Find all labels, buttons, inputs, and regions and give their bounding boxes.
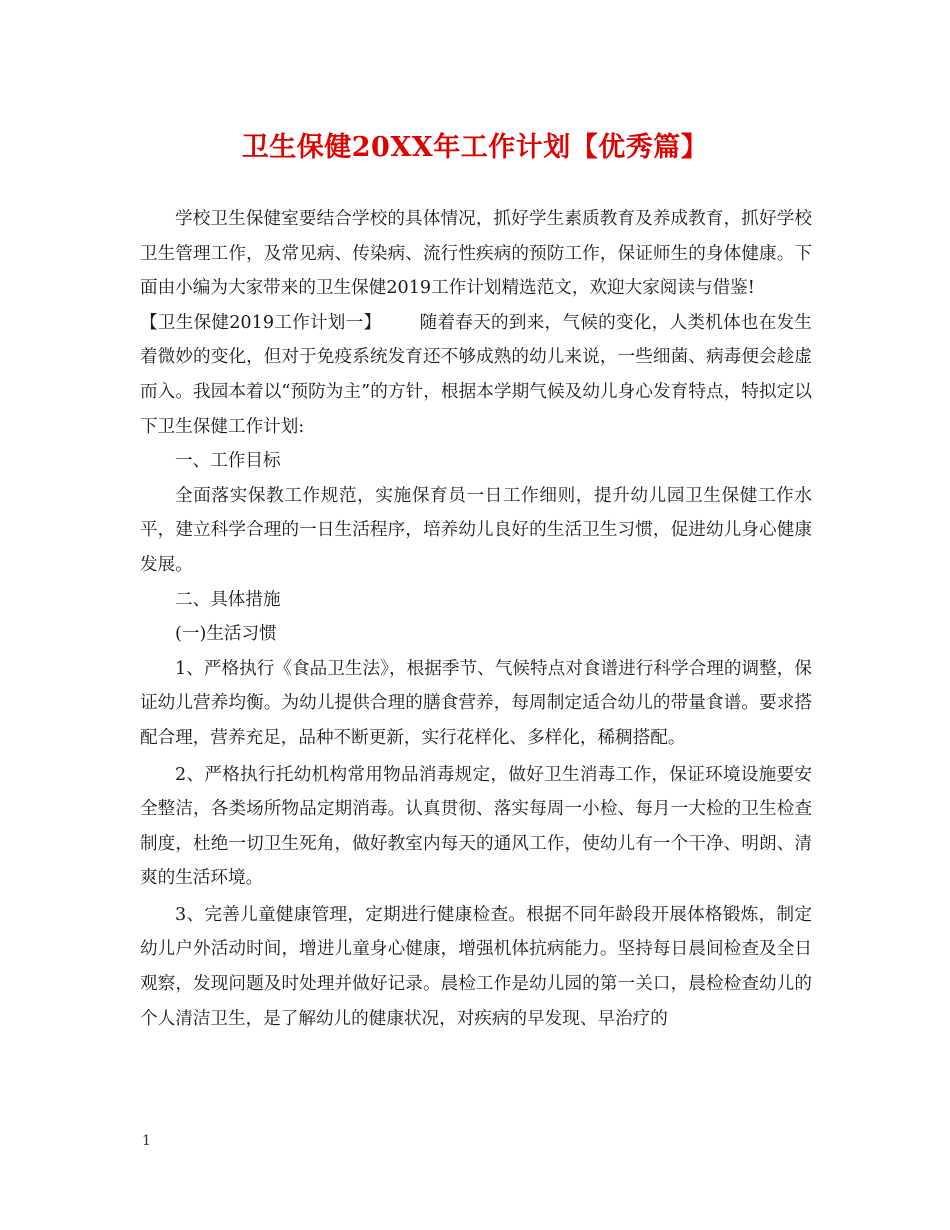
plan-one-text: 随着春天的到来，气候的变化，人类机体也在发生着微妙的变化，但对于免疫系统发育还不够成熟的幼儿来说，一些细菌、病毒便会趁虚而入。我园本着以“预防为主”的方针，根据本学期气候及幼儿身心发育特点，特拟定以下卫生保健工作计划: <box>140 312 812 437</box>
document-body <box>140 202 812 1036</box>
plan-one-heading: 【卫生保健2019工作计划一】 <box>140 312 382 333</box>
goal-paragraph: 全面落实保教工作规范，实施保育员一日工作细则，提升幼儿园卫生保健工作水平，建立科学合理的一日生活程序，培养幼儿良好的生活卫生习惯，促进幼儿身心健康发展。 <box>140 485 812 575</box>
subsection-heading-habits: (一)生活习惯 <box>175 624 277 645</box>
measure-item-2: 2、严格执行托幼机构常用物品消毒规定，做好卫生消毒工作，保证环境设施要安全整洁，各类场所物品定期消毒。认真贯彻、落实每周一小检、每月一大检的卫生检查制度，杜绝一切卫生死角，做好教室内每天的通风工作，使幼儿有一个干净、明朗、清爽的生活环境。 <box>140 764 812 889</box>
plan-one-paragraph <box>140 306 812 444</box>
section-heading-goals: 一、工作目标 <box>175 451 281 472</box>
document-title: 卫生保健20XX年工作计划【优秀篇】 <box>241 132 709 163</box>
measure-item-1: 1、严格执行《食品卫生法》，根据季节、气候特点对食谱进行科学合理的调整，保证幼儿营养均衡。为幼儿提供合理的膳食营养，每周制定适合幼儿的带量食谱。要求搭配合理，营养充足，品种不断更新，实行花样化、多样化，稀稠搭配。 <box>140 658 812 748</box>
measure-item-3: 3、完善儿童健康管理，定期进行健康检查。根据不同年龄段开展体格锻炼，制定幼儿户外活动时间，增进儿童身心健康，增强机体抗病能力。坚持每日晨间检查及全日观察，发现问题及时处理并做好记录。晨检工作是幼儿园的第一关口，晨检检查幼儿的个人清洁卫生，是了解幼儿的健康状况，对疾病的早发现、早治疗的 <box>140 904 812 1029</box>
page-number: 1 <box>142 1133 151 1149</box>
section-heading-measures: 二、具体措施 <box>175 589 281 610</box>
intro-paragraph: 学校卫生保健室要结合学校的具体情况，抓好学生素质教育及养成教育，抓好学校卫生管理工作，及常见病、传染病、流行性疾病的预防工作，保证师生的身体健康。下面由小编为大家带来的卫生保健2019工作计划精选范文，欢迎大家阅读与借鉴! <box>140 209 812 299</box>
